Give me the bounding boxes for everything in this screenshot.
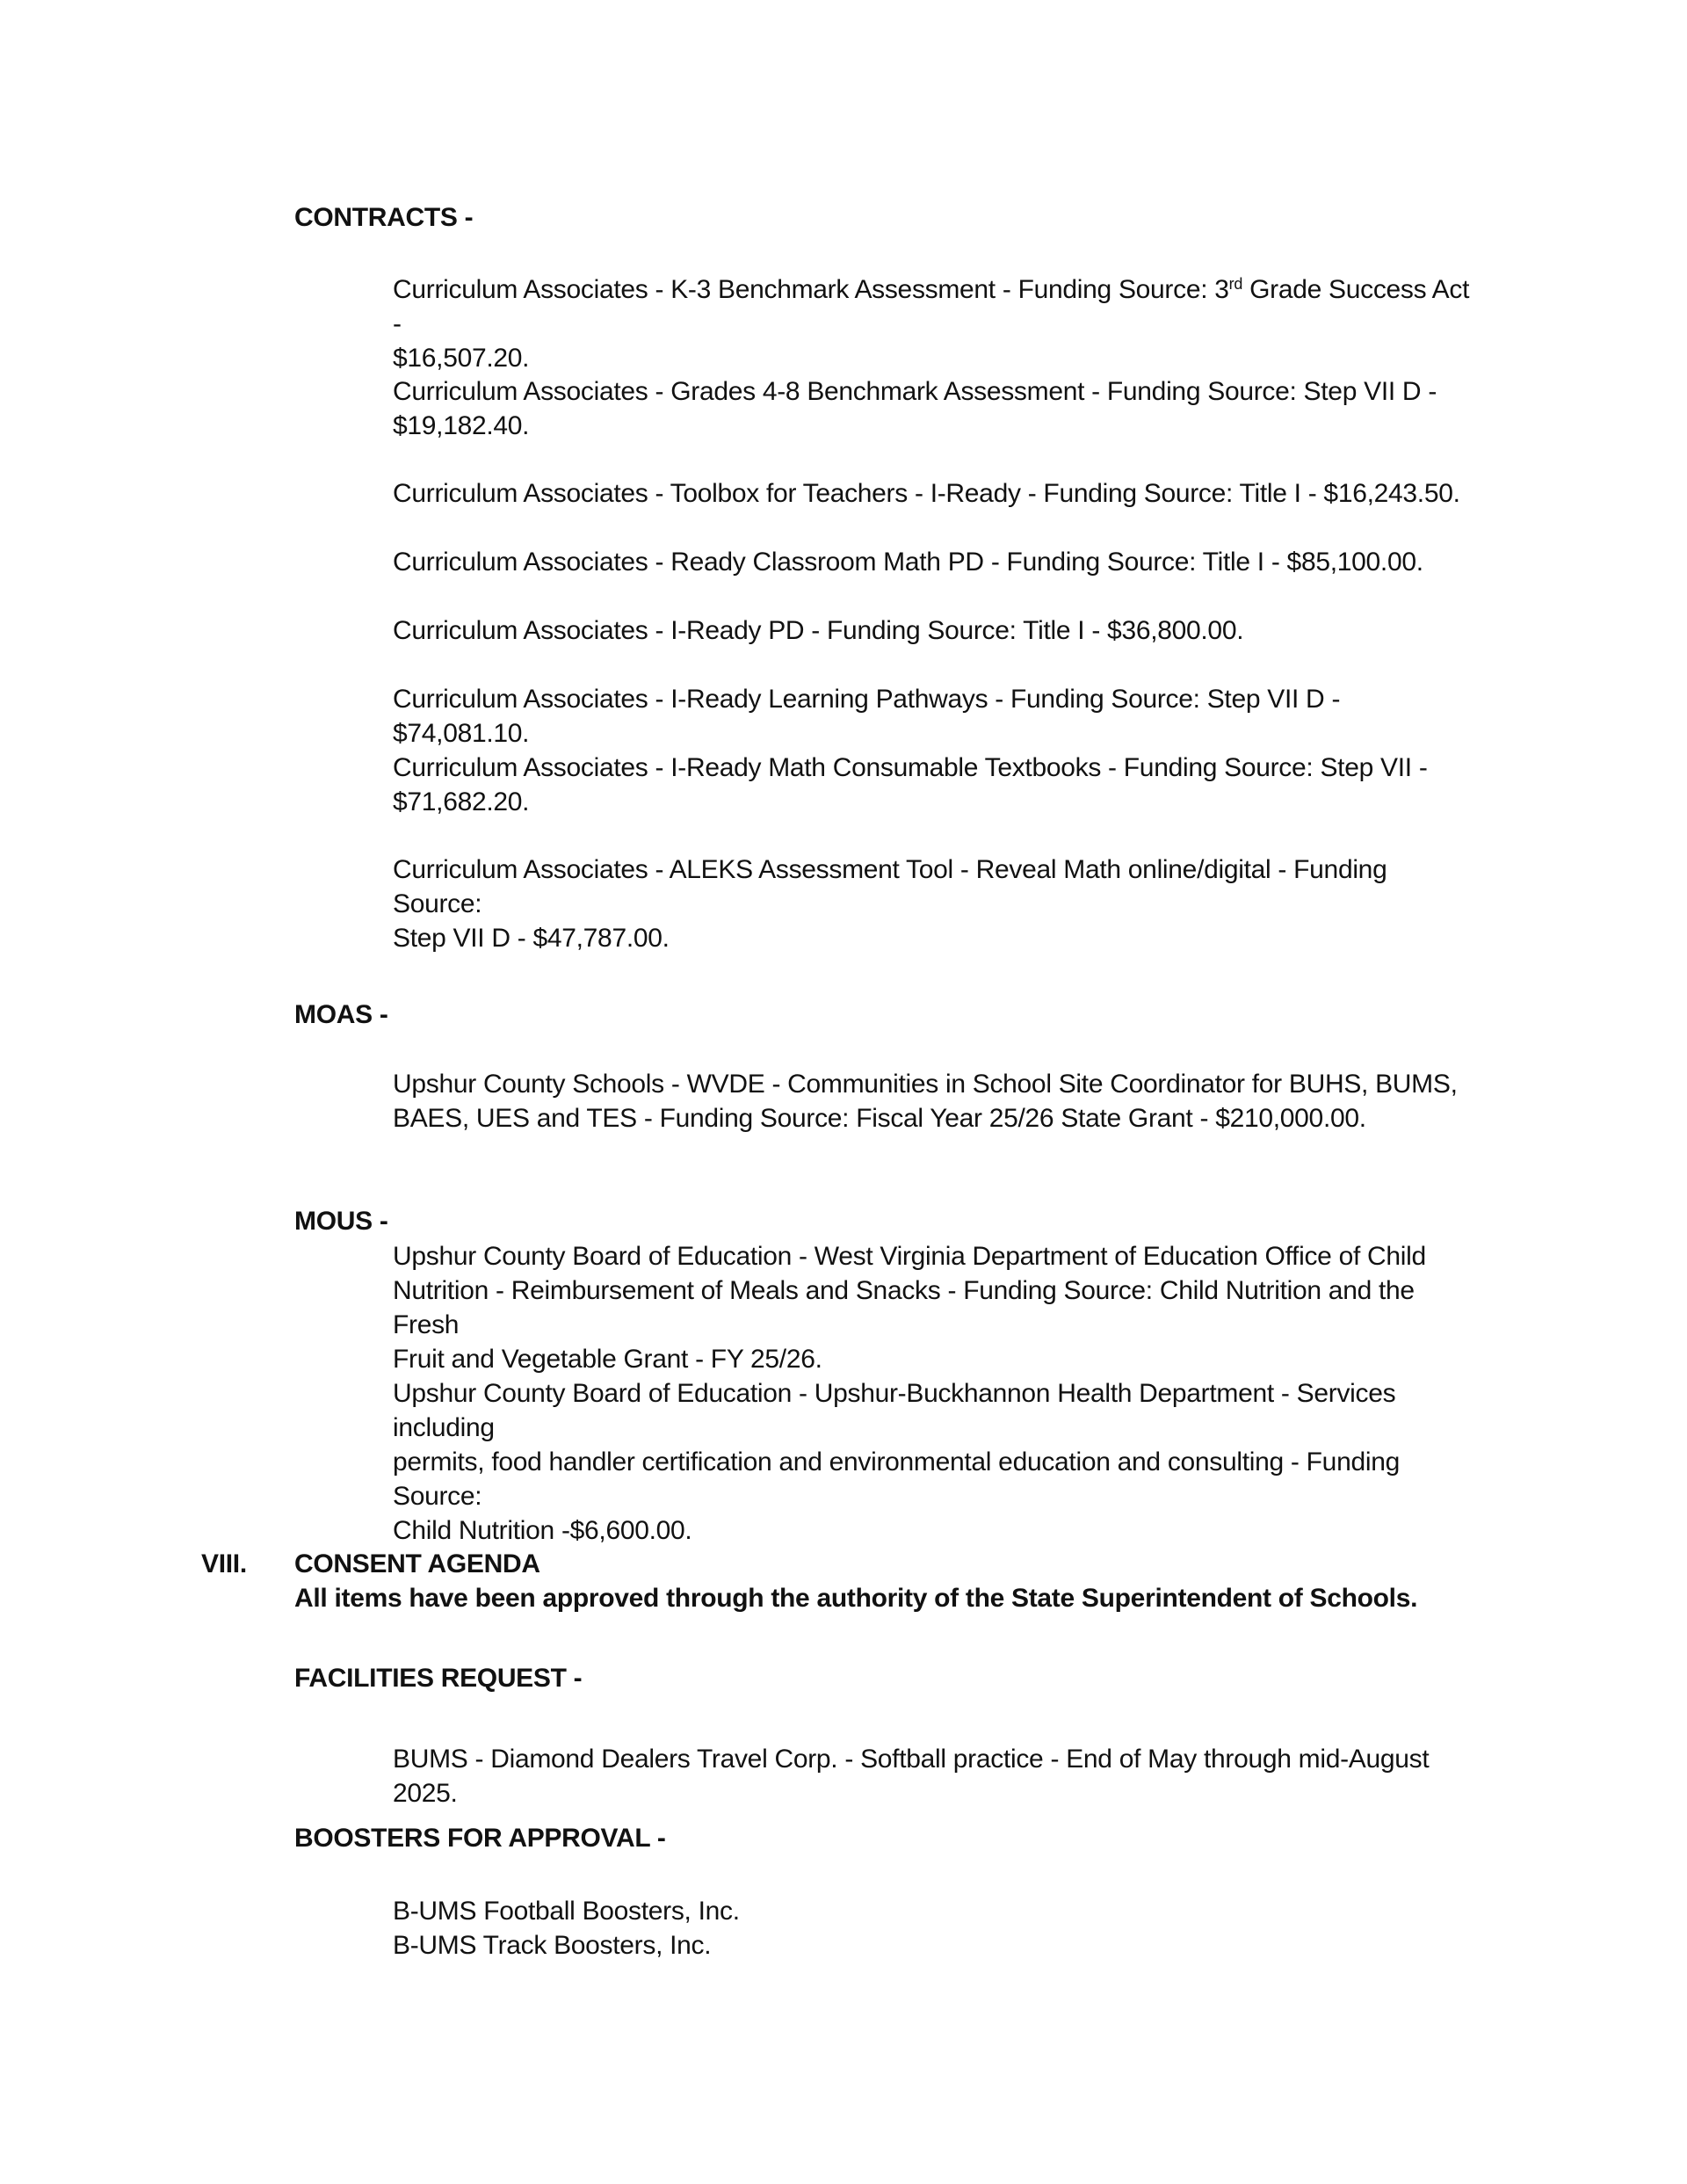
mou-item-2 bbox=[393, 1376, 1473, 1548]
contract-item-3 bbox=[393, 476, 1473, 511]
mou-item-1-line-3: Fruit and Vegetable Grant - FY 25/26. bbox=[393, 1345, 822, 1374]
section-number: VIII. bbox=[201, 1549, 247, 1578]
contract-item-2 bbox=[393, 374, 1473, 443]
mou-item-2-line-2: permits, food handler certification and environmental education and consulting - Funding Source: bbox=[393, 1448, 1400, 1511]
contract-item-7-line-2: $71,682.20. bbox=[393, 787, 530, 816]
contract-item-6-line-1: Curriculum Associates - I-Ready Learning Pathways - Funding Source: Step VII D - $74,081.10. bbox=[393, 685, 1341, 748]
booster-item-1: B-UMS Football Boosters, Inc. bbox=[393, 1897, 740, 1926]
moa-item-1-line-2: BAES, UES and TES - Funding Source: Fiscal Year 25/26 State Grant - $210,000.00. bbox=[393, 1104, 1366, 1133]
contract-item-2-line-1: Curriculum Associates - Grades 4-8 Benchmark Assessment - Funding Source: Step VII D - bbox=[393, 377, 1437, 406]
mou-item-2-line-3: Child Nutrition -$6,600.00. bbox=[393, 1516, 692, 1545]
boosters-list bbox=[393, 1894, 1473, 1963]
mous-heading: MOUS - bbox=[294, 1207, 388, 1236]
moa-item-1-line-1: Upshur County Schools - WVDE - Communities in School Site Coordinator for BUHS, BUMS, bbox=[393, 1070, 1458, 1099]
contract-item-7-line-1: Curriculum Associates - I-Ready Math Consumable Textbooks - Funding Source: Step VII - bbox=[393, 753, 1428, 782]
contract-item-7 bbox=[393, 751, 1473, 819]
booster-item-2: B-UMS Track Boosters, Inc. bbox=[393, 1931, 712, 1960]
mou-item-1-line-1: Upshur County Board of Education - West Virginia Department of Education Office of Child bbox=[393, 1242, 1426, 1271]
contracts-heading: CONTRACTS - bbox=[294, 203, 474, 232]
contract-item-5-line-1: Curriculum Associates - I-Ready PD - Funding Source: Title I - $36,800.00. bbox=[393, 616, 1244, 645]
mou-item-1-line-2: Nutrition - Reimbursement of Meals and Snacks - Funding Source: Child Nutrition and the Fresh bbox=[393, 1276, 1415, 1339]
contract-item-1-line-1: Curriculum Associates - K-3 Benchmark Assessment - Funding Source: 3rd Grade Success Act - bbox=[393, 275, 1470, 338]
contract-item-4-line-1: Curriculum Associates - Ready Classroom Math PD - Funding Source: Title I - $85,100.00. bbox=[393, 548, 1423, 577]
contract-item-5 bbox=[393, 613, 1473, 648]
contract-item-1 bbox=[393, 272, 1473, 375]
consent-agenda-title: CONSENT AGENDA bbox=[294, 1549, 540, 1578]
mou-item-1 bbox=[393, 1239, 1473, 1376]
contract-item-6 bbox=[393, 682, 1473, 751]
contract-item-2-line-2: $19,182.40. bbox=[393, 411, 530, 440]
contract-item-4 bbox=[393, 545, 1473, 579]
contract-item-8-line-1: Curriculum Associates - ALEKS Assessment Tool - Reveal Math online/digital - Funding Source: bbox=[393, 855, 1387, 918]
facilities-item-1 bbox=[393, 1742, 1473, 1810]
facilities-item-1-line-1: BUMS - Diamond Dealers Travel Corp. - Softball practice - End of May through mid-August 2025. bbox=[393, 1745, 1430, 1808]
contract-item-1-line-2: $16,507.20. bbox=[393, 344, 530, 373]
moas-heading: MOAS - bbox=[294, 1000, 388, 1029]
boosters-heading: BOOSTERS FOR APPROVAL - bbox=[294, 1824, 666, 1853]
consent-agenda-subtitle: All items have been approved through the authority of the State Superintendent of Schools. bbox=[294, 1584, 1418, 1613]
contract-item-3-line-1: Curriculum Associates - Toolbox for Teachers - I-Ready - Funding Source: Title I - $16,243.50. bbox=[393, 479, 1460, 508]
moa-item-1 bbox=[393, 1067, 1473, 1136]
contract-item-8 bbox=[393, 853, 1473, 955]
facilities-request-heading: FACILITIES REQUEST - bbox=[294, 1664, 583, 1693]
mou-item-2-line-1: Upshur County Board of Education - Upshur-Buckhannon Health Department - Services including bbox=[393, 1379, 1396, 1442]
contract-item-8-line-2: Step VII D - $47,787.00. bbox=[393, 924, 670, 953]
